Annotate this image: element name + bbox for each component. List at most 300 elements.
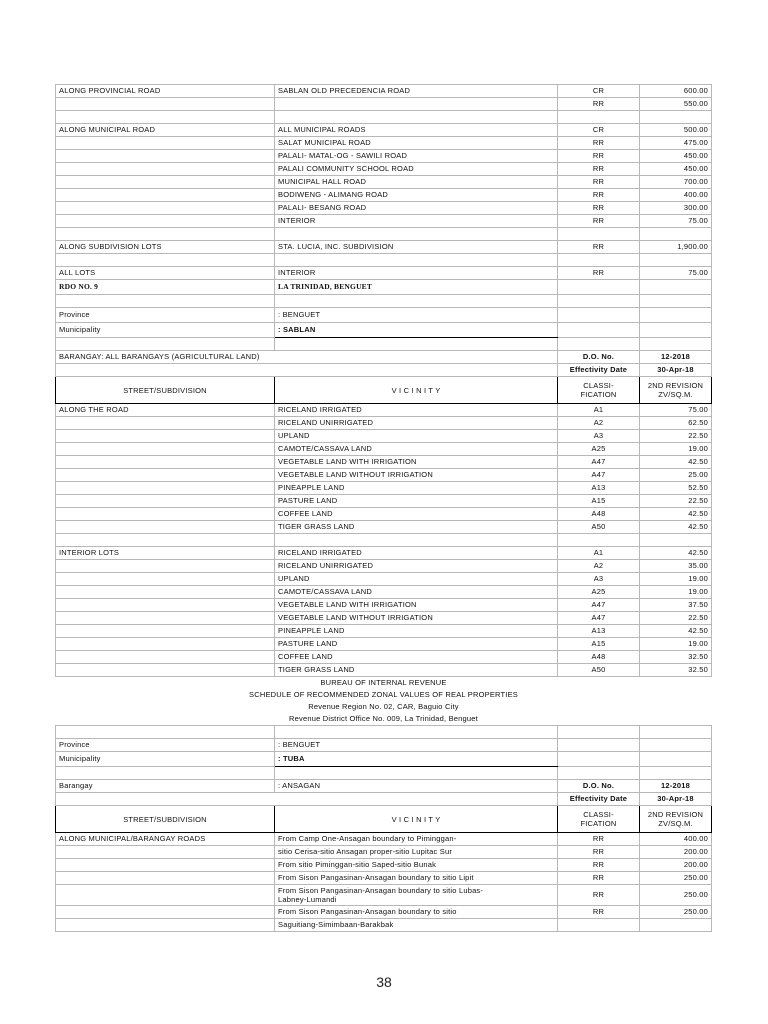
street-cell [56,573,275,586]
vicinity-header: V I C I N I T Y [275,377,558,404]
vicinity-cell: From Camp One-Ansagan boundary to Piminggan- [275,833,558,846]
report-title-line: BUREAU OF INTERNAL REVENUE [320,678,447,687]
classification-cell: RR [558,267,640,280]
zonal-values-table [55,84,712,932]
vicinity-cell: sitio Cerisa-sitio Ansagan proper-sitio Lupitac Sur [275,846,558,859]
zonal-value-cell: 300.00 [640,202,712,215]
report-title-line: Revenue Region No. 02, CAR, Baguio City [308,702,459,711]
header-line: CLASSI- [583,810,614,819]
zonal-value-cell: 62.50 [640,417,712,430]
street-cell [56,456,275,469]
zonal-values-sheet [55,84,711,932]
classification-cell: A47 [558,612,640,625]
table-row [56,651,712,664]
vicinity-cell: PASTURE LAND [275,638,558,651]
vicinity-cell: VEGETABLE LAND WITH IRRIGATION [275,456,558,469]
title-row [56,677,712,690]
street-cell [56,872,275,885]
table-row [56,469,712,482]
vicinity-cell: SABLAN OLD PRECEDENCIA ROAD [275,85,558,98]
empty-cell [56,364,558,377]
street-cell [56,430,275,443]
empty-cell [275,767,558,780]
table-row [56,404,712,417]
zonal-value-cell: 250.00 [640,906,712,919]
zonal-value-cell [640,254,712,267]
zonal-value-cell: 450.00 [640,163,712,176]
table-row [56,586,712,599]
title-row [56,689,712,701]
zonal-value-cell: 22.50 [640,430,712,443]
vicinity-cell: VEGETABLE LAND WITHOUT IRRIGATION [275,469,558,482]
classification-cell: A3 [558,430,640,443]
classification-cell: RR [558,98,640,111]
zonal-value-cell [640,919,712,932]
classification-cell: A25 [558,443,640,456]
empty-cell [558,308,640,323]
table-row [56,521,712,534]
vicinity-cell: VEGETABLE LAND WITHOUT IRRIGATION [275,612,558,625]
empty-cell [558,726,640,739]
street-header: STREET/SUBDIVISION [56,377,275,404]
street-cell [56,885,275,906]
zonal-value-cell: 42.50 [640,521,712,534]
zonal-value-cell: 25.00 [640,469,712,482]
zonal-value-cell: 550.00 [640,98,712,111]
do-value: 12-2018 [640,780,712,793]
classification-cell: A13 [558,625,640,638]
street-cell [56,254,275,267]
empty-cell [640,323,712,338]
street-cell [56,189,275,202]
street-cell [56,586,275,599]
classification-cell: CR [558,124,640,137]
empty-cell [558,323,640,338]
street-cell [56,560,275,573]
vicinity-cell: TIGER GRASS LAND [275,521,558,534]
vicinity-cell: MUNICIPAL HALL ROAD [275,176,558,189]
province-value: : BENGUET [275,308,558,323]
municipality-label: Municipality [56,752,275,767]
vicinity-header: V I C I N I T Y [275,806,558,833]
empty-cell [275,338,558,351]
street-header: STREET/SUBDIVISION [56,806,275,833]
classification-cell: RR [558,846,640,859]
empty-cell [558,280,640,295]
street-cell [56,859,275,872]
province-label: Province [56,308,275,323]
classification-cell [558,534,640,547]
municipality-label: Municipality [56,323,275,338]
empty-cell [640,280,712,295]
street-cell [56,215,275,228]
street-cell [56,417,275,430]
spacer-row [56,767,712,780]
zonal-value-cell: 19.00 [640,573,712,586]
street-cell [56,111,275,124]
table-row [56,482,712,495]
zonal-value-cell: 450.00 [640,150,712,163]
vicinity-cell: Saguitiang-Simimbaan-Barakbak [275,919,558,932]
do-value: 12-2018 [640,351,712,364]
effectivity-value: 30-Apr-18 [640,364,712,377]
classification-header [558,377,640,404]
empty-cell [56,726,275,739]
empty-cell [640,752,712,767]
spacer-row [56,726,712,739]
zonal-value-cell: 200.00 [640,846,712,859]
barangay-label: Barangay [56,780,275,793]
zonal-value-cell: 500.00 [640,124,712,137]
zonal-value-cell: 42.50 [640,547,712,560]
barangay-row [56,780,712,793]
municipality-value: : SABLAN [275,323,558,338]
zonal-value-cell: 1,900.00 [640,241,712,254]
vicinity-cell [275,98,558,111]
empty-cell [56,767,275,780]
vicinity-cell: SALAT MUNICIPAL ROAD [275,137,558,150]
street-cell [56,163,275,176]
street-cell: ALONG SUBDIVISION LOTS [56,241,275,254]
zonal-value-cell [640,228,712,241]
vicinity-cell: COFFEE LAND [275,508,558,521]
vicinity-cell: UPLAND [275,573,558,586]
vicinity-cell: PALALI COMMUNITY SCHOOL ROAD [275,163,558,176]
vicinity-cell: PINEAPPLE LAND [275,625,558,638]
vicinity-cell: RICELAND IRRIGATED [275,547,558,560]
classification-cell: A50 [558,521,640,534]
vicinity-cell: PALALI- MATAL-OG - SAWILI ROAD [275,150,558,163]
revision-header [640,377,712,404]
empty-cell [56,295,275,308]
vicinity-cell: INTERIOR [275,215,558,228]
table-row [56,573,712,586]
vicinity-cell: VEGETABLE LAND WITH IRRIGATION [275,599,558,612]
classification-cell: A15 [558,638,640,651]
table-row [56,267,712,280]
classification-cell: A47 [558,599,640,612]
empty-cell [640,739,712,752]
province-row [56,739,712,752]
table-row [56,85,712,98]
header-line: ZV/SQ.M. [658,390,693,399]
province-label: Province [56,739,275,752]
revision-header [640,806,712,833]
zonal-value-cell [640,111,712,124]
table-row [56,508,712,521]
table-row [56,124,712,137]
street-cell [56,98,275,111]
vicinity-cell: RICELAND UNIRRIGATED [275,560,558,573]
street-cell: ALL LOTS [56,267,275,280]
vicinity-cell: RICELAND IRRIGATED [275,404,558,417]
street-cell [56,599,275,612]
zonal-value-cell: 75.00 [640,215,712,228]
classification-cell [558,228,640,241]
table-row [56,872,712,885]
vicinity-cell: From Sison Pangasinan-Ansagan boundary to sitio Lipit [275,872,558,885]
classification-header [558,806,640,833]
table-row [56,560,712,573]
zonal-value-cell: 22.50 [640,495,712,508]
effectivity-label: Effectivity Date [558,364,640,377]
table-row [56,241,712,254]
zonal-value-cell: 52.50 [640,482,712,495]
street-cell [56,846,275,859]
province-row [56,308,712,323]
zonal-value-cell: 35.00 [640,560,712,573]
classification-cell: RR [558,137,640,150]
classification-cell: A2 [558,560,640,573]
table-row [56,664,712,677]
street-cell [56,176,275,189]
empty-cell [275,295,558,308]
vicinity-cell: INTERIOR [275,267,558,280]
vicinity-cell: PALALI- BESANG ROAD [275,202,558,215]
street-cell [56,534,275,547]
empty-cell [640,767,712,780]
vicinity-cell: CAMOTE/CASSAVA LAND [275,443,558,456]
zonal-value-cell: 75.00 [640,267,712,280]
table-row [56,430,712,443]
classification-cell: A48 [558,508,640,521]
zonal-value-cell: 42.50 [640,625,712,638]
header-line: FICATION [580,819,617,828]
table-row [56,163,712,176]
spacer-row [56,295,712,308]
header-line: ZV/SQ.M. [658,819,693,828]
table-row [56,906,712,919]
page-number: 38 [376,974,392,990]
rdo-location: LA TRINIDAD, BENGUET [275,280,558,295]
classification-cell: RR [558,176,640,189]
vicinity-cell: CAMOTE/CASSAVA LAND [275,586,558,599]
zonal-value-cell: 37.50 [640,599,712,612]
classification-cell: RR [558,150,640,163]
table-row [56,417,712,430]
municipality-row [56,323,712,338]
zonal-value-cell: 32.50 [640,651,712,664]
classification-cell: RR [558,189,640,202]
classification-cell: RR [558,906,640,919]
rdo-number: RDO NO. 9 [56,280,275,295]
table-row [56,443,712,456]
empty-cell [558,767,640,780]
street-cell [56,202,275,215]
classification-cell [558,111,640,124]
table-row [56,885,712,906]
street-cell [56,443,275,456]
header-line: FICATION [580,390,617,399]
effectivity-row [56,364,712,377]
zonal-value-cell: 32.50 [640,664,712,677]
classification-cell: A1 [558,547,640,560]
vicinity-cell: PINEAPPLE LAND [275,482,558,495]
zonal-value-cell: 75.00 [640,404,712,417]
street-cell: ALONG THE ROAD [56,404,275,417]
empty-cell [558,739,640,752]
street-cell [56,508,275,521]
vicinity-cell: COFFEE LAND [275,651,558,664]
street-cell: INTERIOR LOTS [56,547,275,560]
street-cell [56,612,275,625]
empty-cell [640,726,712,739]
header-line: 2ND REVISION [647,381,704,390]
street-cell [56,919,275,932]
table-row [56,137,712,150]
classification-cell: A47 [558,456,640,469]
table-row [56,612,712,625]
table-row [56,176,712,189]
do-label: D.O. No. [558,780,640,793]
zonal-value-cell: 475.00 [640,137,712,150]
classification-cell: A2 [558,417,640,430]
table-row [56,189,712,202]
empty-cell [558,295,640,308]
rdo-row [56,280,712,295]
zonal-value-cell: 700.00 [640,176,712,189]
table-row [56,833,712,846]
table-row [56,638,712,651]
table-row [56,495,712,508]
empty-cell [275,726,558,739]
barangay-row [56,351,712,364]
vicinity-cell [275,254,558,267]
street-cell [56,651,275,664]
zonal-value-cell: 250.00 [640,885,712,906]
table-row [56,111,712,124]
report-title-line: Revenue District Office No. 009, La Trinidad, Benguet [289,714,478,723]
effectivity-row [56,793,712,806]
street-cell [56,495,275,508]
street-cell [56,150,275,163]
vicinity-cell [275,885,558,906]
classification-cell: RR [558,885,640,906]
spacer-row [56,338,712,351]
title-row [56,713,712,726]
empty-cell [558,752,640,767]
header-line: 2ND REVISION [647,810,704,819]
zonal-value-cell: 400.00 [640,833,712,846]
street-cell [56,638,275,651]
province-value: : BENGUET [275,739,558,752]
street-cell [56,482,275,495]
classification-cell: RR [558,872,640,885]
vicinity-cell: TIGER GRASS LAND [275,664,558,677]
table-row [56,98,712,111]
street-cell: ALONG MUNICIPAL/BARANGAY ROADS [56,833,275,846]
zonal-value-cell: 19.00 [640,443,712,456]
title-row [56,701,712,713]
vicinity-line: From Sison Pangasinan-Ansagan boundary to sitio Lubas- [278,886,484,895]
classification-cell: A15 [558,495,640,508]
street-cell: ALONG PROVINCIAL ROAD [56,85,275,98]
street-cell [56,137,275,150]
vicinity-cell [275,534,558,547]
zonal-value-cell: 600.00 [640,85,712,98]
classification-cell: RR [558,215,640,228]
zonal-value-cell: 42.50 [640,508,712,521]
classification-cell: A1 [558,404,640,417]
classification-cell: RR [558,859,640,872]
classification-cell: A25 [558,586,640,599]
zonal-value-cell: 200.00 [640,859,712,872]
zonal-value-cell: 19.00 [640,638,712,651]
classification-cell [558,254,640,267]
classification-cell: A47 [558,469,640,482]
table-row [56,846,712,859]
zonal-value-cell: 250.00 [640,872,712,885]
empty-cell [640,338,712,351]
barangay-value: : ANSAGAN [275,780,558,793]
street-cell [56,521,275,534]
street-cell [56,228,275,241]
empty-cell [56,793,558,806]
empty-cell [640,295,712,308]
vicinity-cell: From sitio Piminggan-sitio Saped-sitio Bunak [275,859,558,872]
zonal-value-cell [640,534,712,547]
municipality-value: : TUBA [275,752,558,767]
classification-cell: A48 [558,651,640,664]
street-cell [56,469,275,482]
zonal-value-cell: 400.00 [640,189,712,202]
table-row [56,456,712,469]
street-cell: ALONG MUNICIPAL ROAD [56,124,275,137]
table-row [56,534,712,547]
table-row [56,215,712,228]
effectivity-value: 30-Apr-18 [640,793,712,806]
classification-cell: RR [558,202,640,215]
header-line: CLASSI- [583,381,614,390]
header-row [56,806,712,833]
street-cell [56,625,275,638]
vicinity-cell [275,111,558,124]
classification-cell: RR [558,241,640,254]
vicinity-cell: From Sison Pangasinan-Ansagan boundary to sitio [275,906,558,919]
vicinity-line: Labney-Lumandi [278,895,337,904]
street-cell [56,664,275,677]
table-row [56,547,712,560]
table-row [56,150,712,163]
vicinity-cell [275,228,558,241]
classification-cell: A3 [558,573,640,586]
zonal-value-cell: 42.50 [640,456,712,469]
classification-cell [558,919,640,932]
vicinity-cell: RICELAND UNIRRIGATED [275,417,558,430]
vicinity-cell: BODIWENG - ALIMANG ROAD [275,189,558,202]
classification-cell: A50 [558,664,640,677]
barangay-line: BARANGAY: ALL BARANGAYS (AGRICULTURAL LAND) [56,351,558,364]
effectivity-label: Effectivity Date [558,793,640,806]
table-row [56,254,712,267]
vicinity-cell: UPLAND [275,430,558,443]
classification-cell: RR [558,163,640,176]
zonal-value-cell: 19.00 [640,586,712,599]
classification-cell: CR [558,85,640,98]
empty-cell [56,338,275,351]
municipality-row [56,752,712,767]
zonal-value-cell: 22.50 [640,612,712,625]
header-row [56,377,712,404]
table-row [56,599,712,612]
vicinity-cell: ALL MUNICIPAL ROADS [275,124,558,137]
vicinity-cell: STA. LUCIA, INC. SUBDIVISION [275,241,558,254]
vicinity-cell: PASTURE LAND [275,495,558,508]
report-title-line: SCHEDULE OF RECOMMENDED ZONAL VALUES OF REAL PROPERTIES [249,690,518,699]
street-cell [56,906,275,919]
classification-cell: A13 [558,482,640,495]
do-label: D.O. No. [558,351,640,364]
